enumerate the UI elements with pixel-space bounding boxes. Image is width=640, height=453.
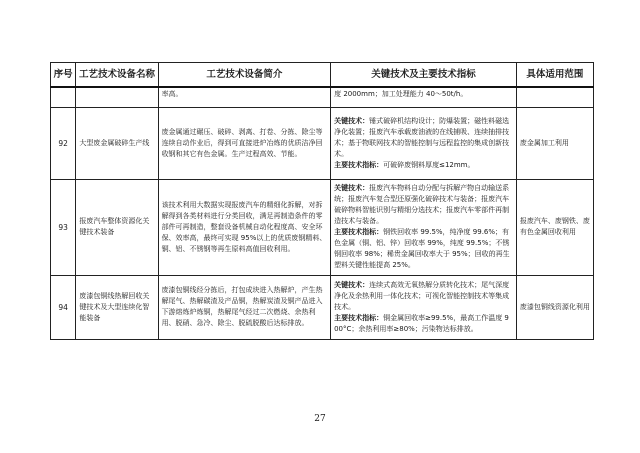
- cell-key: [331, 275, 517, 339]
- page-number: 27: [314, 414, 326, 424]
- col-header-name: 工艺技术设备名称: [76, 63, 158, 88]
- main-index-text: 可破碎废钢料厚度≤12mm。: [383, 160, 475, 169]
- cell-intro: 该技术利用大数据实现报废汽车的精细化拆解，对拆解得到各类材料进行分类回收，满足再制造条件的零部件可再制造，整套设备机械自动化程度高、安全环保、效率高，最终可实现 95%以上的优质废钢精料、铜、铝、不锈钢等再生原料高值回收利用。: [158, 179, 331, 275]
- col-header-key: 关键技术及主要技术指标: [331, 63, 517, 88]
- cell-intro: 废金属通过碾压、破碎、剥离、打卷、分拣、除尘等连续自动作业后，得到可直接进炉冶炼的优质洁净回收钢和其它有色金属。生产过程高效、节能。: [158, 107, 331, 179]
- key-tech-label: 关键技术：: [334, 116, 370, 125]
- table-row: [51, 107, 594, 179]
- catalog-table: [50, 62, 594, 340]
- col-header-scope: 具体适用范围: [516, 63, 593, 88]
- cell-intro: 率高。: [158, 87, 331, 107]
- cell-scope: 废金属加工利用: [516, 107, 593, 179]
- cell-no: 94: [51, 275, 76, 339]
- table-row: [51, 275, 594, 339]
- col-header-no: 序号: [51, 63, 76, 88]
- main-index-label: 主要技术指标：: [334, 228, 384, 236]
- table-row: [51, 179, 594, 275]
- cell-scope: 报废汽车、废钢铁、废有色金属回收利用: [516, 179, 593, 275]
- cell-key: 度 2000mm；加工处理能力 40～50t/h。: [331, 87, 517, 107]
- cell-name: [76, 87, 158, 107]
- main-index-text: 钢铁回收率 99.5%，纯净度 99.6%；有色金属（铜、铝、锌）回收率 99%，纯度 99.5%；不锈钢回收率 98%；稀贵金属回收率大于 95%；回收的再生塑料关键性能提高 25%。: [334, 228, 510, 269]
- main-index-label: 主要技术指标：: [334, 160, 384, 169]
- cell-name: 大型废金属破碎生产线: [76, 107, 158, 179]
- cell-name: 报废汽车整体资源化关键技术装备: [76, 179, 158, 275]
- cell-scope: 废漆包铜线资源化利用: [516, 275, 593, 339]
- cell-scope: [516, 87, 593, 107]
- table-row-continuation: [51, 87, 594, 107]
- cell-name: 废漆包铜线热解回收关键技术及大型连续化智能装备: [76, 275, 158, 339]
- key-tech-text: 报废汽车物料自动分配与拆解产物自动输送系统；报废汽车复合型还原强化破碎技术与装备；报废汽车破碎物料智能识别与精细分选技术；报废汽车零部件再制造技术与装备。: [334, 184, 510, 225]
- key-tech-text: 连续式高效无氧热解分质转化技术；尾气深度净化及余热利用一体化技术；可视化智能控制技术等集成技术。: [334, 280, 510, 311]
- cell-no: 92: [51, 107, 76, 179]
- main-index-text: 铜金属回收率≥99.5%，最高工作温度 900°C；余热利用率≥80%；污染物达标排放。: [334, 313, 509, 333]
- cell-no: 93: [51, 179, 76, 275]
- main-index-label: 主要技术指标：: [334, 313, 384, 322]
- cell-key: [331, 179, 517, 275]
- key-tech-text: 锤式破碎机结构设计；防爆装置；磁性料磁选净化装置；报废汽车承载废油液的在线捕吸、连续抽排技术；基于物联网技术的智能控制与远程监控的集成创新技术。: [334, 116, 510, 158]
- col-header-intro: 工艺技术设备简介: [158, 63, 331, 88]
- cell-no: [51, 87, 76, 107]
- key-tech-label: 关键技术：: [334, 280, 370, 289]
- key-tech-label: 关键技术：: [334, 184, 370, 192]
- cell-intro: 废漆包铜线经分拣后，打包成块进入热解炉，产生热解尾气、热解碳渣及产品铜，热解炭渣及铜产品进入下游熔炼炉炼铜，热解尾气经过二次燃烧、余热利用、脱硝、急冷、除尘、脱硫脱酸后达标排放。: [158, 275, 331, 339]
- table-header-row: [51, 63, 594, 88]
- cell-key: [331, 107, 517, 179]
